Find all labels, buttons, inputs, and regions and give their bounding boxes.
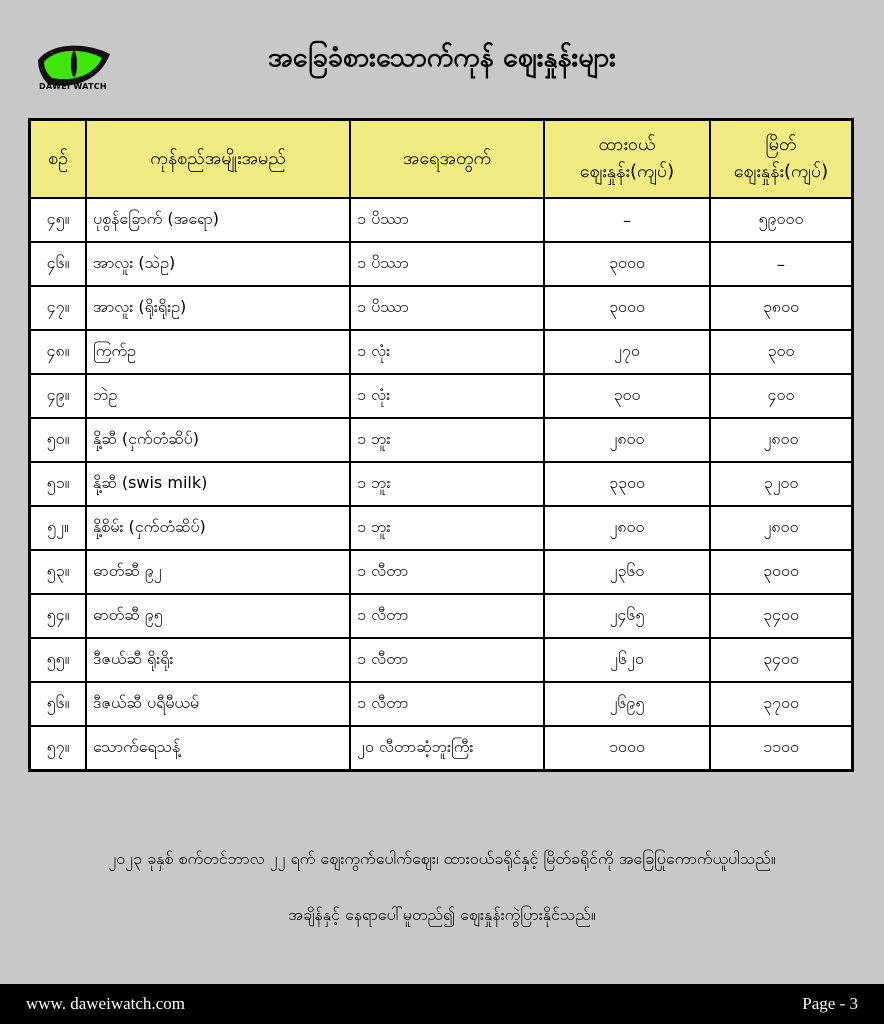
myeik-price: –	[710, 242, 853, 286]
table-row	[30, 638, 853, 682]
dawei-price: ၂၄၆၅	[544, 594, 710, 638]
item-unit: ၁ ဘူး	[350, 418, 544, 462]
table-row	[30, 682, 853, 726]
dawei-price: ၂၇၀	[544, 330, 710, 374]
row-number: ၄၇။	[30, 286, 87, 330]
row-number: ၅၁။	[30, 462, 87, 506]
item-name: ဘဲဥ	[86, 374, 350, 418]
row-number: ၅၂။	[30, 506, 87, 550]
item-name: ဓာတ်ဆီ ၉၅	[86, 594, 350, 638]
dawei-price: –	[544, 198, 710, 242]
item-unit: ၁ လီတာ	[350, 550, 544, 594]
dawei-price: ၂၆၉၅	[544, 682, 710, 726]
page-title: အခြေခံစားသောက်ကုန် ဈေးနှုန်းများ	[267, 42, 616, 73]
dawei-price: ၃၃၀၀	[544, 462, 710, 506]
dawei-price: ၃၀၀၀	[544, 242, 710, 286]
table-row	[30, 374, 853, 418]
dawei-price: ၃၀၀	[544, 374, 710, 418]
table-row	[30, 506, 853, 550]
table-row	[30, 330, 853, 374]
table-row	[30, 242, 853, 286]
row-number: ၄၆။	[30, 242, 87, 286]
myeik-price: ၄၀၀	[710, 374, 853, 418]
dawei-price: ၂၆၂၀	[544, 638, 710, 682]
table-row	[30, 198, 853, 242]
table-row	[30, 286, 853, 330]
item-name: နို့ဆီ (swis milk)	[86, 462, 350, 506]
item-name: ကြက်ဥ	[86, 330, 350, 374]
item-unit: ၁ ပိဿာ	[350, 242, 544, 286]
item-name: ပုစွန်ခြောက် (အရော)	[86, 198, 350, 242]
table-row	[30, 594, 853, 638]
item-unit: ၁ လုံး	[350, 374, 544, 418]
footer	[0, 984, 884, 1024]
row-number: ၅၀။	[30, 418, 87, 462]
item-unit: ၁ ပိဿာ	[350, 198, 544, 242]
note-disclaimer: အချိန်နှင့် နေရာပေါ်မူတည်၍ ဈေးနှုန်းကွဲပြားနိုင်သည်။	[288, 905, 596, 924]
row-number: ၅၅။	[30, 638, 87, 682]
myeik-price: ၃၈၀၀	[710, 286, 853, 330]
item-name: သောက်ရေသန့်	[86, 726, 350, 771]
dawei-price: ၂၈၀၀	[544, 506, 710, 550]
myeik-price: ၃၀၀	[710, 330, 853, 374]
item-name: နို့စိမ်း (ငှက်တံဆိပ်)	[86, 506, 350, 550]
myeik-price: ၃၄၀၀	[710, 638, 853, 682]
myeik-price: ၂၈၀၀	[710, 418, 853, 462]
item-unit: ၁ ပိဿာ	[350, 286, 544, 330]
myeik-price: ၃၇၀၀	[710, 682, 853, 726]
note-source: ၂၀၂၃ ခုနှစ် စက်တင်ဘာလ ၂၂ ရက် ဈေးကွက်ပေါက်ဈေး၊ ထားဝယ်ခရိုင်နှင့် မြိတ်ခရိုင်ကို အခြေပြုကောက်ယူပါသည်။	[108, 849, 776, 868]
item-unit: ၂၀ လီတာဆံ့ဘူးကြီး	[350, 726, 544, 771]
brand-name: DAWEI WATCH	[39, 82, 107, 91]
row-number: ၅၆။	[30, 682, 87, 726]
item-name: ဒီဇယ်ဆီ ရိုးရိုး	[86, 638, 350, 682]
table-row	[30, 550, 853, 594]
dawei-price: ၃၀၀၀	[544, 286, 710, 330]
table-row	[30, 726, 853, 771]
item-unit: ၁ လီတာ	[350, 594, 544, 638]
dawei-price: ၁၀၀၀	[544, 726, 710, 771]
row-number: ၅၇။	[30, 726, 87, 771]
row-number: ၄၅။	[30, 198, 87, 242]
myeik-price: ၃၄၀၀	[710, 594, 853, 638]
price-table	[28, 118, 854, 772]
item-unit: ၁ လုံး	[350, 330, 544, 374]
item-name: ဓာတ်ဆီ ၉၂	[86, 550, 350, 594]
row-number: ၅၄။	[30, 594, 87, 638]
item-unit: ၁ လီတာ	[350, 638, 544, 682]
header-dawei-price: ထားဝယ် ဈေးနှုန်း(ကျပ်)	[544, 120, 710, 199]
header-item: ကုန်စည်အမျိုးအမည်	[86, 120, 350, 199]
item-name: အာလူး (ရိုးရိုးဥ)	[86, 286, 350, 330]
myeik-price: ၃၂၀၀	[710, 462, 853, 506]
header-no: စဉ်	[30, 120, 87, 199]
table-header-row	[30, 120, 853, 199]
item-unit: ၁ ဘူး	[350, 462, 544, 506]
myeik-price: ၃၀၀၀	[710, 550, 853, 594]
table-row	[30, 462, 853, 506]
myeik-price: ၁၁၀၀	[710, 726, 853, 771]
item-unit: ၁ ဘူး	[350, 506, 544, 550]
dawei-price: ၂၈၀၀	[544, 418, 710, 462]
table-row	[30, 418, 853, 462]
header-myeik-price: မြိတ် ဈေးနှုန်း(ကျပ်)	[710, 120, 853, 199]
item-name: အာလူး (သဲဥ)	[86, 242, 350, 286]
dawei-price: ၂၃၆၀	[544, 550, 710, 594]
header-unit: အရေအတွက်	[350, 120, 544, 199]
item-unit: ၁ လီတာ	[350, 682, 544, 726]
myeik-price: ၅၉၀၀၀	[710, 198, 853, 242]
item-name: နို့ဆီ (ငှက်တံဆိပ်)	[86, 418, 350, 462]
footer-website[interactable]: www. daweiwatch.com	[26, 994, 185, 1013]
footer-page-number: Page - 3	[802, 994, 858, 1013]
row-number: ၄၉။	[30, 374, 87, 418]
myeik-price: ၂၈၀၀	[710, 506, 853, 550]
item-name: ဒီဇယ်ဆီ ပရီမီယမ်	[86, 682, 350, 726]
row-number: ၅၃။	[30, 550, 87, 594]
row-number: ၄၈။	[30, 330, 87, 374]
